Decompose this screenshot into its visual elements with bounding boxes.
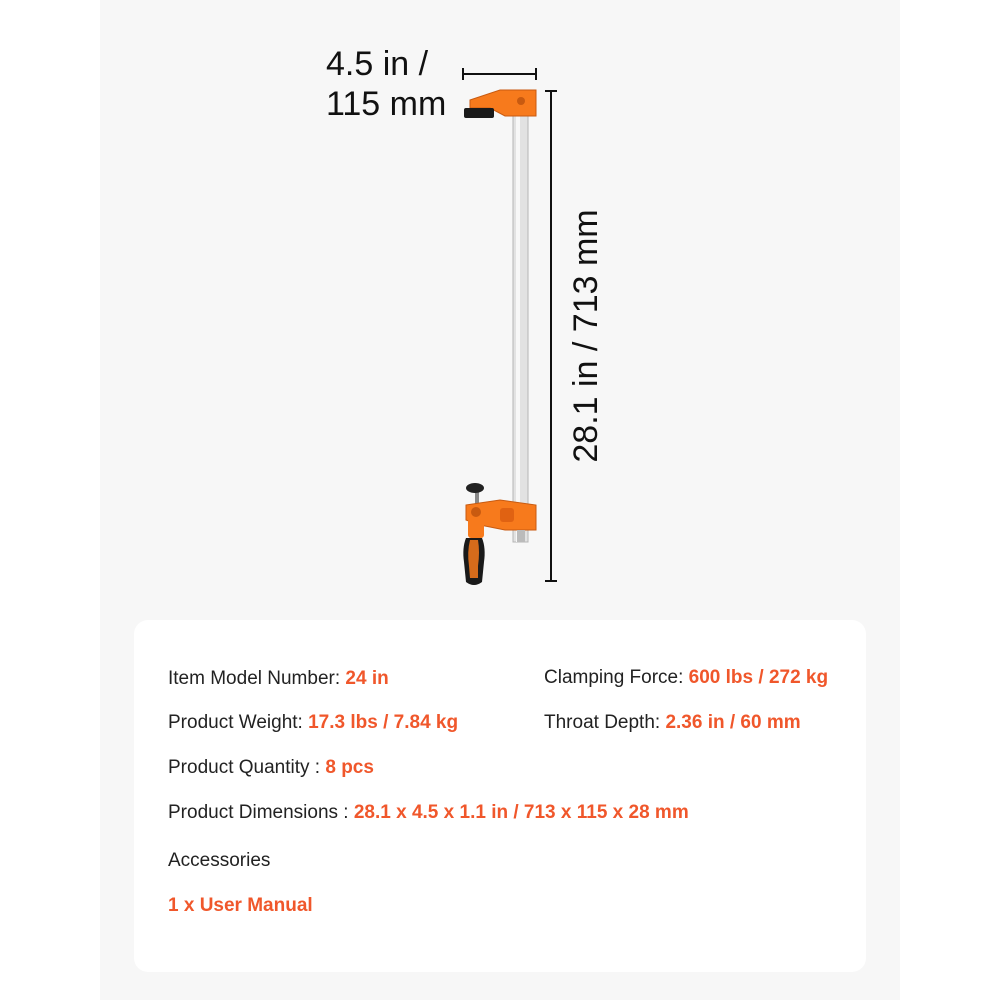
height-dimension-text: 28.1 in / 713 mm <box>567 209 605 463</box>
accessories-heading: Accessories <box>168 850 271 871</box>
spec-value: 17.3 lbs / 7.84 kg <box>308 712 459 733</box>
spec-product-dimensions <box>168 802 689 824</box>
spec-throat-depth <box>544 712 801 734</box>
width-dimension-line1: 4.5 in / <box>326 45 429 83</box>
clamp-bar <box>513 112 528 542</box>
spec-label: Product Quantity : <box>168 757 326 778</box>
height-dimension-line <box>545 91 557 581</box>
spec-label: Clamping Force: <box>544 667 689 688</box>
accessory-user-manual: 1 x User Manual <box>168 895 313 916</box>
spec-value: 600 lbs / 272 kg <box>688 667 829 688</box>
spec-label: Throat Depth: <box>544 712 666 733</box>
spec-value: 28.1 x 4.5 x 1.1 in / 713 x 115 x 28 mm <box>353 802 689 823</box>
spec-label: Product Weight: <box>168 712 309 733</box>
spec-label: Product Dimensions : <box>168 802 354 823</box>
spec-product-weight <box>168 712 458 734</box>
spec-value: 2.36 in / 60 mm <box>665 712 801 733</box>
spec-product-quantity <box>168 757 374 779</box>
spec-value: 8 pcs <box>325 757 374 778</box>
fixed-jaw <box>464 90 536 118</box>
clamp-handle <box>463 518 484 585</box>
width-dimension-line <box>463 68 536 80</box>
width-dimension-line2: 115 mm <box>326 85 447 123</box>
spec-value: 24 in <box>345 668 389 689</box>
spec-model-number <box>168 668 389 690</box>
spec-clamping-force <box>544 667 828 689</box>
spec-label: Item Model Number: <box>168 668 346 689</box>
